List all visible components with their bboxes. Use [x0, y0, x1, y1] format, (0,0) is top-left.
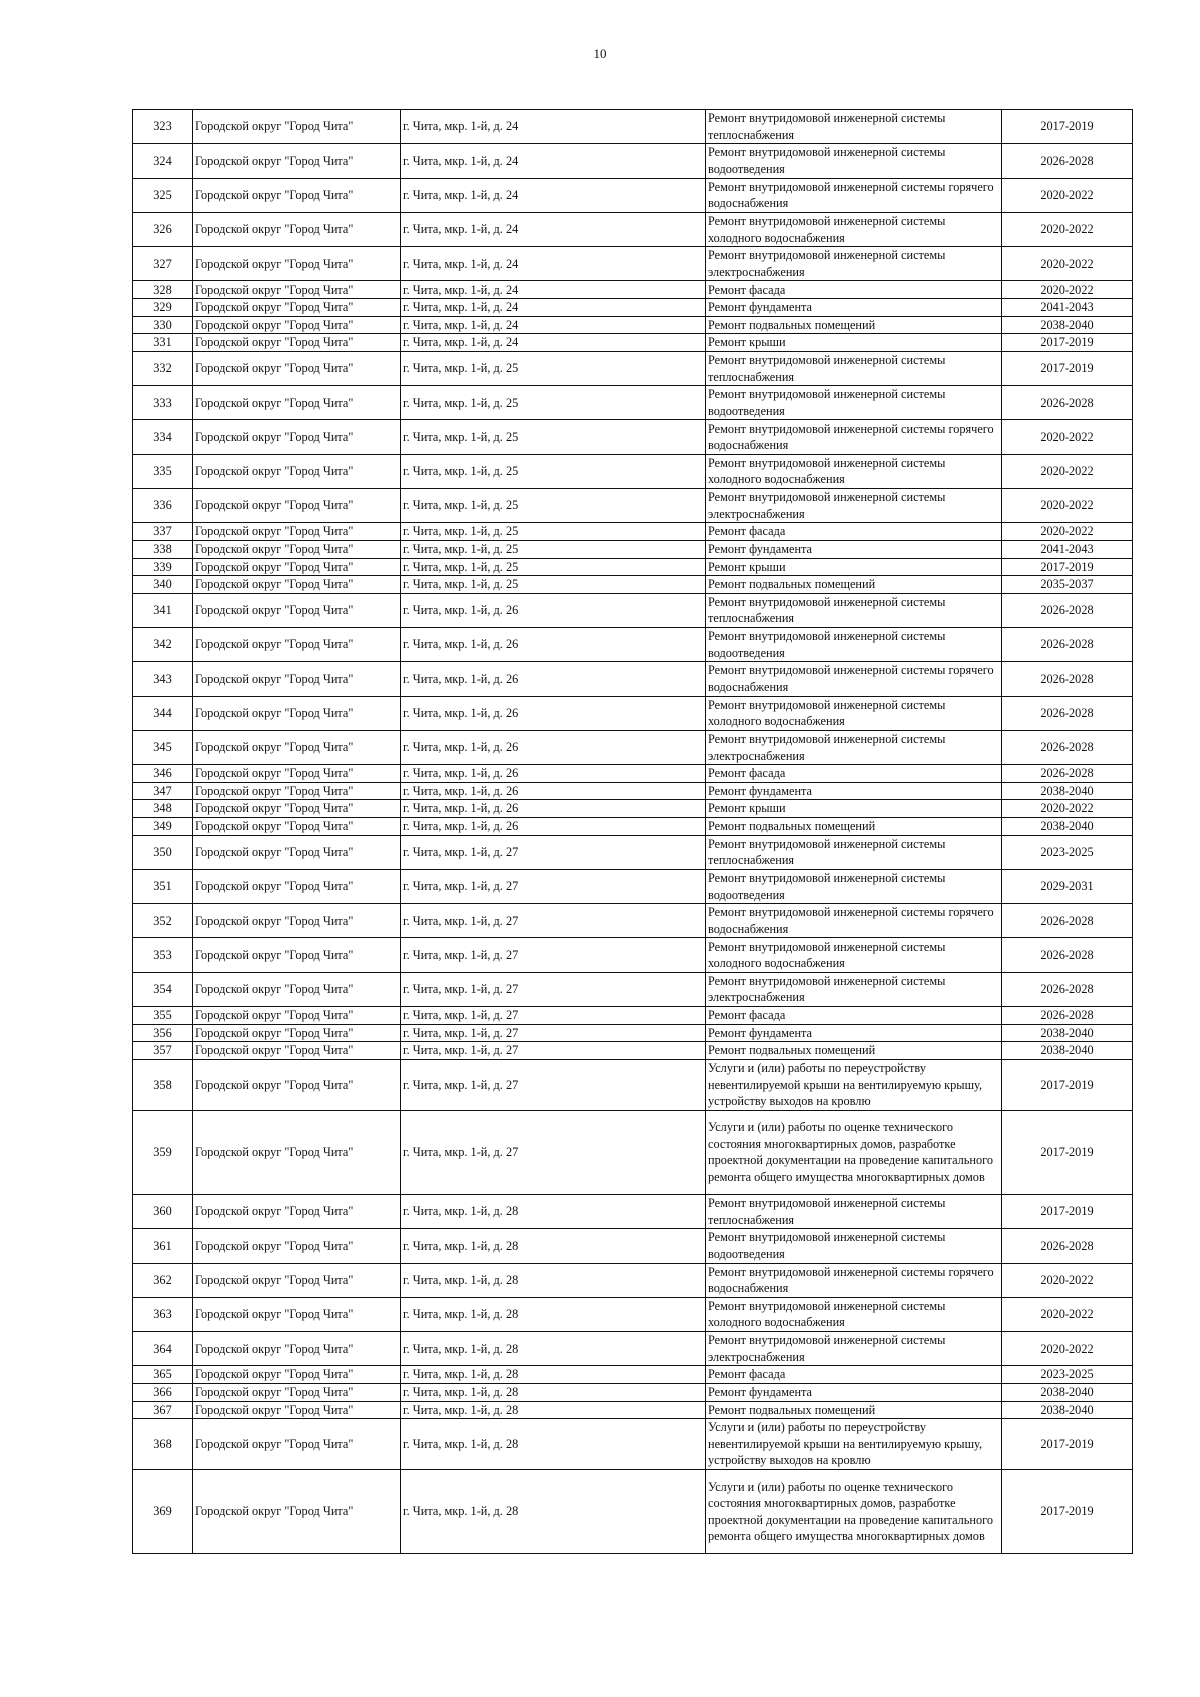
table-row — [133, 972, 1133, 1006]
municipality-cell: Городской округ "Город Чита" — [193, 1384, 401, 1402]
work-type-cell: Ремонт внутридомовой инженерной системы водоотведения — [706, 869, 1002, 903]
row-number-cell: 357 — [133, 1042, 193, 1060]
municipality-cell: Городской округ "Город Чита" — [193, 800, 401, 818]
period-cell: 2020-2022 — [1002, 1263, 1133, 1297]
municipality-cell: Городской округ "Город Чита" — [193, 1470, 401, 1554]
work-type-cell: Ремонт внутридомовой инженерной системы горячего водоснабжения — [706, 178, 1002, 212]
work-type-cell: Ремонт внутридомовой инженерной системы горячего водоснабжения — [706, 420, 1002, 454]
period-cell: 2017-2019 — [1002, 110, 1133, 144]
row-number-cell: 358 — [133, 1059, 193, 1110]
table-row — [133, 1024, 1133, 1042]
address-cell: г. Чита, мкр. 1-й, д. 27 — [401, 1024, 706, 1042]
work-type-cell: Ремонт внутридомовой инженерной системы теплоснабжения — [706, 835, 1002, 869]
period-cell: 2020-2022 — [1002, 800, 1133, 818]
municipality-cell: Городской округ "Город Чита" — [193, 386, 401, 420]
address-cell: г. Чита, мкр. 1-й, д. 26 — [401, 696, 706, 730]
period-cell: 2038-2040 — [1002, 1401, 1133, 1419]
table-row — [133, 1110, 1133, 1194]
table-row — [133, 178, 1133, 212]
municipality-cell: Городской округ "Город Чита" — [193, 1024, 401, 1042]
municipality-cell: Городской округ "Город Чита" — [193, 730, 401, 764]
work-type-cell: Ремонт фундамента — [706, 1384, 1002, 1402]
municipality-cell: Городской округ "Город Чита" — [193, 299, 401, 317]
address-cell: г. Чита, мкр. 1-й, д. 24 — [401, 144, 706, 178]
period-cell: 2035-2037 — [1002, 576, 1133, 594]
row-number-cell: 364 — [133, 1332, 193, 1366]
address-cell: г. Чита, мкр. 1-й, д. 24 — [401, 212, 706, 246]
municipality-cell: Городской округ "Город Чита" — [193, 1419, 401, 1470]
table-row — [133, 523, 1133, 541]
address-cell: г. Чита, мкр. 1-й, д. 28 — [401, 1470, 706, 1554]
table-row — [133, 558, 1133, 576]
address-cell: г. Чита, мкр. 1-й, д. 26 — [401, 782, 706, 800]
municipality-cell: Городской округ "Город Чита" — [193, 1007, 401, 1025]
row-number-cell: 330 — [133, 316, 193, 334]
table-row — [133, 765, 1133, 783]
work-type-cell: Ремонт внутридомовой инженерной системы водоотведения — [706, 386, 1002, 420]
municipality-cell: Городской округ "Город Чита" — [193, 904, 401, 938]
period-cell: 2020-2022 — [1002, 1332, 1133, 1366]
period-cell: 2023-2025 — [1002, 835, 1133, 869]
municipality-cell: Городской округ "Город Чита" — [193, 316, 401, 334]
work-type-cell: Ремонт фасада — [706, 281, 1002, 299]
period-cell: 2020-2022 — [1002, 420, 1133, 454]
address-cell: г. Чита, мкр. 1-й, д. 27 — [401, 1059, 706, 1110]
period-cell: 2020-2022 — [1002, 523, 1133, 541]
period-cell: 2038-2040 — [1002, 1384, 1133, 1402]
work-type-cell: Ремонт внутридомовой инженерной системы холодного водоснабжения — [706, 1297, 1002, 1331]
municipality-cell: Городской округ "Город Чита" — [193, 593, 401, 627]
address-cell: г. Чита, мкр. 1-й, д. 27 — [401, 835, 706, 869]
table-row — [133, 281, 1133, 299]
row-number-cell: 327 — [133, 247, 193, 281]
address-cell: г. Чита, мкр. 1-й, д. 25 — [401, 454, 706, 488]
municipality-cell: Городской округ "Город Чита" — [193, 972, 401, 1006]
municipality-cell: Городской округ "Город Чита" — [193, 558, 401, 576]
period-cell: 2017-2019 — [1002, 1110, 1133, 1194]
address-cell: г. Чита, мкр. 1-й, д. 27 — [401, 938, 706, 972]
address-cell: г. Чита, мкр. 1-й, д. 24 — [401, 281, 706, 299]
address-cell: г. Чита, мкр. 1-й, д. 28 — [401, 1366, 706, 1384]
address-cell: г. Чита, мкр. 1-й, д. 26 — [401, 593, 706, 627]
period-cell: 2026-2028 — [1002, 386, 1133, 420]
row-number-cell: 337 — [133, 523, 193, 541]
period-cell: 2020-2022 — [1002, 247, 1133, 281]
period-cell: 2026-2028 — [1002, 662, 1133, 696]
repair-schedule-table — [132, 109, 1133, 1554]
work-type-cell: Ремонт фундамента — [706, 782, 1002, 800]
period-cell: 2038-2040 — [1002, 782, 1133, 800]
address-cell: г. Чита, мкр. 1-й, д. 28 — [401, 1332, 706, 1366]
period-cell: 2017-2019 — [1002, 334, 1133, 352]
period-cell: 2041-2043 — [1002, 540, 1133, 558]
period-cell: 2020-2022 — [1002, 212, 1133, 246]
address-cell: г. Чита, мкр. 1-й, д. 27 — [401, 869, 706, 903]
address-cell: г. Чита, мкр. 1-й, д. 25 — [401, 540, 706, 558]
row-number-cell: 339 — [133, 558, 193, 576]
table-row — [133, 576, 1133, 594]
municipality-cell: Городской округ "Город Чита" — [193, 1263, 401, 1297]
row-number-cell: 363 — [133, 1297, 193, 1331]
work-type-cell: Ремонт внутридомовой инженерной системы горячего водоснабжения — [706, 662, 1002, 696]
work-type-cell: Ремонт внутридомовой инженерной системы холодного водоснабжения — [706, 938, 1002, 972]
table-row — [133, 1419, 1133, 1470]
address-cell: г. Чита, мкр. 1-й, д. 26 — [401, 662, 706, 696]
address-cell: г. Чита, мкр. 1-й, д. 24 — [401, 299, 706, 317]
municipality-cell: Городской округ "Город Чита" — [193, 782, 401, 800]
address-cell: г. Чита, мкр. 1-й, д. 26 — [401, 800, 706, 818]
work-type-cell: Услуги и (или) работы по оценке технического состояния многоквартирных домов, разработке проектной документации на проведение капитального ремонта общего имущества многоквартирных домов — [706, 1110, 1002, 1194]
period-cell: 2017-2019 — [1002, 1470, 1133, 1554]
work-type-cell: Ремонт фундамента — [706, 1024, 1002, 1042]
address-cell: г. Чита, мкр. 1-й, д. 28 — [401, 1401, 706, 1419]
table-row — [133, 1297, 1133, 1331]
row-number-cell: 325 — [133, 178, 193, 212]
table-row — [133, 1007, 1133, 1025]
table-row — [133, 1263, 1133, 1297]
period-cell: 2026-2028 — [1002, 972, 1133, 1006]
period-cell: 2026-2028 — [1002, 765, 1133, 783]
table-row — [133, 299, 1133, 317]
address-cell: г. Чита, мкр. 1-й, д. 27 — [401, 972, 706, 1006]
table-row — [133, 1384, 1133, 1402]
municipality-cell: Городской округ "Город Чита" — [193, 212, 401, 246]
table-row — [133, 628, 1133, 662]
municipality-cell: Городской округ "Город Чита" — [193, 1110, 401, 1194]
row-number-cell: 366 — [133, 1384, 193, 1402]
municipality-cell: Городской округ "Город Чита" — [193, 1366, 401, 1384]
work-type-cell: Ремонт фундамента — [706, 299, 1002, 317]
table-row — [133, 247, 1133, 281]
row-number-cell: 345 — [133, 730, 193, 764]
period-cell: 2017-2019 — [1002, 1194, 1133, 1228]
period-cell: 2017-2019 — [1002, 558, 1133, 576]
period-cell: 2038-2040 — [1002, 1024, 1133, 1042]
work-type-cell: Ремонт подвальных помещений — [706, 817, 1002, 835]
address-cell: г. Чита, мкр. 1-й, д. 27 — [401, 1110, 706, 1194]
row-number-cell: 340 — [133, 576, 193, 594]
work-type-cell: Ремонт фасада — [706, 1007, 1002, 1025]
period-cell: 2026-2028 — [1002, 904, 1133, 938]
table-row — [133, 1194, 1133, 1228]
work-type-cell: Ремонт крыши — [706, 800, 1002, 818]
address-cell: г. Чита, мкр. 1-й, д. 26 — [401, 765, 706, 783]
row-number-cell: 359 — [133, 1110, 193, 1194]
row-number-cell: 323 — [133, 110, 193, 144]
row-number-cell: 333 — [133, 386, 193, 420]
address-cell: г. Чита, мкр. 1-й, д. 25 — [401, 386, 706, 420]
table-row — [133, 904, 1133, 938]
work-type-cell: Ремонт внутридомовой инженерной системы водоотведения — [706, 628, 1002, 662]
period-cell: 2017-2019 — [1002, 351, 1133, 385]
table-row — [133, 938, 1133, 972]
row-number-cell: 324 — [133, 144, 193, 178]
row-number-cell: 348 — [133, 800, 193, 818]
row-number-cell: 356 — [133, 1024, 193, 1042]
municipality-cell: Городской округ "Город Чита" — [193, 489, 401, 523]
municipality-cell: Городской округ "Город Чита" — [193, 817, 401, 835]
municipality-cell: Городской округ "Город Чита" — [193, 1194, 401, 1228]
municipality-cell: Городской округ "Город Чита" — [193, 662, 401, 696]
table-row — [133, 454, 1133, 488]
municipality-cell: Городской округ "Город Чита" — [193, 1042, 401, 1060]
table-row — [133, 1366, 1133, 1384]
period-cell: 2017-2019 — [1002, 1059, 1133, 1110]
municipality-cell: Городской округ "Город Чита" — [193, 540, 401, 558]
address-cell: г. Чита, мкр. 1-й, д. 28 — [401, 1229, 706, 1263]
municipality-cell: Городской округ "Город Чита" — [193, 110, 401, 144]
table-row — [133, 420, 1133, 454]
row-number-cell: 368 — [133, 1419, 193, 1470]
work-type-cell: Ремонт внутридомовой инженерной системы теплоснабжения — [706, 593, 1002, 627]
address-cell: г. Чита, мкр. 1-й, д. 25 — [401, 523, 706, 541]
row-number-cell: 329 — [133, 299, 193, 317]
municipality-cell: Городской округ "Город Чита" — [193, 938, 401, 972]
row-number-cell: 341 — [133, 593, 193, 627]
work-type-cell: Ремонт подвальных помещений — [706, 1401, 1002, 1419]
row-number-cell: 362 — [133, 1263, 193, 1297]
row-number-cell: 351 — [133, 869, 193, 903]
row-number-cell: 361 — [133, 1229, 193, 1263]
work-type-cell: Ремонт крыши — [706, 334, 1002, 352]
period-cell: 2026-2028 — [1002, 1007, 1133, 1025]
table-row — [133, 782, 1133, 800]
municipality-cell: Городской округ "Город Чита" — [193, 1059, 401, 1110]
period-cell: 2029-2031 — [1002, 869, 1133, 903]
row-number-cell: 352 — [133, 904, 193, 938]
row-number-cell: 338 — [133, 540, 193, 558]
table-row — [133, 351, 1133, 385]
municipality-cell: Городской округ "Город Чита" — [193, 281, 401, 299]
municipality-cell: Городской округ "Город Чита" — [193, 523, 401, 541]
address-cell: г. Чита, мкр. 1-й, д. 28 — [401, 1419, 706, 1470]
row-number-cell: 332 — [133, 351, 193, 385]
work-type-cell: Ремонт подвальных помещений — [706, 1042, 1002, 1060]
row-number-cell: 367 — [133, 1401, 193, 1419]
work-type-cell: Ремонт внутридомовой инженерной системы водоотведения — [706, 1229, 1002, 1263]
address-cell: г. Чита, мкр. 1-й, д. 24 — [401, 316, 706, 334]
table-row — [133, 334, 1133, 352]
address-cell: г. Чита, мкр. 1-й, д. 27 — [401, 904, 706, 938]
row-number-cell: 360 — [133, 1194, 193, 1228]
row-number-cell: 369 — [133, 1470, 193, 1554]
work-type-cell: Ремонт подвальных помещений — [706, 316, 1002, 334]
period-cell: 2038-2040 — [1002, 1042, 1133, 1060]
work-type-cell: Ремонт подвальных помещений — [706, 576, 1002, 594]
municipality-cell: Городской округ "Город Чита" — [193, 628, 401, 662]
municipality-cell: Городской округ "Город Чита" — [193, 869, 401, 903]
address-cell: г. Чита, мкр. 1-й, д. 24 — [401, 110, 706, 144]
work-type-cell: Услуги и (или) работы по переустройству невентилируемой крыши на вентилируемую крышу, устройству выходов на кровлю — [706, 1059, 1002, 1110]
work-type-cell: Ремонт внутридомовой инженерной системы электроснабжения — [706, 1332, 1002, 1366]
row-number-cell: 350 — [133, 835, 193, 869]
page-number: 10 — [593, 46, 607, 61]
municipality-cell: Городской округ "Город Чита" — [193, 454, 401, 488]
municipality-cell: Городской округ "Город Чита" — [193, 420, 401, 454]
row-number-cell: 343 — [133, 662, 193, 696]
table-row — [133, 593, 1133, 627]
period-cell: 2041-2043 — [1002, 299, 1133, 317]
period-cell: 2020-2022 — [1002, 178, 1133, 212]
period-cell: 2026-2028 — [1002, 938, 1133, 972]
table-row — [133, 1401, 1133, 1419]
period-cell: 2026-2028 — [1002, 628, 1133, 662]
row-number-cell: 354 — [133, 972, 193, 1006]
address-cell: г. Чита, мкр. 1-й, д. 25 — [401, 351, 706, 385]
row-number-cell: 326 — [133, 212, 193, 246]
work-type-cell: Ремонт внутридомовой инженерной системы теплоснабжения — [706, 110, 1002, 144]
address-cell: г. Чита, мкр. 1-й, д. 27 — [401, 1042, 706, 1060]
period-cell: 2026-2028 — [1002, 144, 1133, 178]
period-cell: 2023-2025 — [1002, 1366, 1133, 1384]
address-cell: г. Чита, мкр. 1-й, д. 26 — [401, 817, 706, 835]
period-cell: 2038-2040 — [1002, 817, 1133, 835]
row-number-cell: 335 — [133, 454, 193, 488]
row-number-cell: 349 — [133, 817, 193, 835]
table-row — [133, 1470, 1133, 1554]
address-cell: г. Чита, мкр. 1-й, д. 26 — [401, 628, 706, 662]
work-type-cell: Ремонт внутридомовой инженерной системы холодного водоснабжения — [706, 212, 1002, 246]
table-row — [133, 662, 1133, 696]
work-type-cell: Ремонт внутридомовой инженерной системы электроснабжения — [706, 972, 1002, 1006]
period-cell: 2017-2019 — [1002, 1419, 1133, 1470]
work-type-cell: Ремонт крыши — [706, 558, 1002, 576]
municipality-cell: Городской округ "Город Чита" — [193, 765, 401, 783]
municipality-cell: Городской округ "Город Чита" — [193, 835, 401, 869]
table-row — [133, 212, 1133, 246]
table-row — [133, 800, 1133, 818]
work-type-cell: Ремонт фасада — [706, 523, 1002, 541]
row-number-cell: 355 — [133, 1007, 193, 1025]
municipality-cell: Городской округ "Город Чита" — [193, 351, 401, 385]
row-number-cell: 334 — [133, 420, 193, 454]
address-cell: г. Чита, мкр. 1-й, д. 27 — [401, 1007, 706, 1025]
row-number-cell: 336 — [133, 489, 193, 523]
address-cell: г. Чита, мкр. 1-й, д. 28 — [401, 1297, 706, 1331]
period-cell: 2026-2028 — [1002, 730, 1133, 764]
work-type-cell: Ремонт внутридомовой инженерной системы электроснабжения — [706, 247, 1002, 281]
table-row — [133, 1059, 1133, 1110]
work-type-cell: Услуги и (или) работы по оценке технического состояния многоквартирных домов, разработке проектной документации на проведение капитального ремонта общего имущества многоквартирных домов — [706, 1470, 1002, 1554]
period-cell: 2038-2040 — [1002, 316, 1133, 334]
period-cell: 2026-2028 — [1002, 696, 1133, 730]
address-cell: г. Чита, мкр. 1-й, д. 25 — [401, 576, 706, 594]
table-row — [133, 1332, 1133, 1366]
address-cell: г. Чита, мкр. 1-й, д. 24 — [401, 334, 706, 352]
work-type-cell: Ремонт фундамента — [706, 540, 1002, 558]
work-type-cell: Ремонт внутридомовой инженерной системы горячего водоснабжения — [706, 904, 1002, 938]
table-body — [133, 110, 1133, 1554]
row-number-cell: 342 — [133, 628, 193, 662]
work-type-cell: Ремонт внутридомовой инженерной системы электроснабжения — [706, 730, 1002, 764]
table-row — [133, 1042, 1133, 1060]
municipality-cell: Городской округ "Город Чита" — [193, 1229, 401, 1263]
period-cell: 2026-2028 — [1002, 593, 1133, 627]
address-cell: г. Чита, мкр. 1-й, д. 28 — [401, 1194, 706, 1228]
municipality-cell: Городской округ "Город Чита" — [193, 1297, 401, 1331]
address-cell: г. Чита, мкр. 1-й, д. 26 — [401, 730, 706, 764]
table-row — [133, 110, 1133, 144]
municipality-cell: Городской округ "Город Чита" — [193, 1401, 401, 1419]
row-number-cell: 353 — [133, 938, 193, 972]
period-cell: 2020-2022 — [1002, 281, 1133, 299]
work-type-cell: Ремонт фасада — [706, 1366, 1002, 1384]
municipality-cell: Городской округ "Город Чита" — [193, 144, 401, 178]
work-type-cell: Услуги и (или) работы по переустройству невентилируемой крыши на вентилируемую крышу, устройству выходов на кровлю — [706, 1419, 1002, 1470]
address-cell: г. Чита, мкр. 1-й, д. 25 — [401, 558, 706, 576]
table-row — [133, 540, 1133, 558]
table-row — [133, 835, 1133, 869]
table-row — [133, 386, 1133, 420]
work-type-cell: Ремонт внутридомовой инженерной системы теплоснабжения — [706, 1194, 1002, 1228]
work-type-cell: Ремонт внутридомовой инженерной системы холодного водоснабжения — [706, 696, 1002, 730]
row-number-cell: 346 — [133, 765, 193, 783]
address-cell: г. Чита, мкр. 1-й, д. 25 — [401, 489, 706, 523]
row-number-cell: 344 — [133, 696, 193, 730]
municipality-cell: Городской округ "Город Чита" — [193, 247, 401, 281]
address-cell: г. Чита, мкр. 1-й, д. 25 — [401, 420, 706, 454]
row-number-cell: 328 — [133, 281, 193, 299]
address-cell: г. Чита, мкр. 1-й, д. 24 — [401, 247, 706, 281]
table-row — [133, 489, 1133, 523]
municipality-cell: Городской округ "Город Чита" — [193, 178, 401, 212]
work-type-cell: Ремонт внутридомовой инженерной системы электроснабжения — [706, 489, 1002, 523]
period-cell: 2026-2028 — [1002, 1229, 1133, 1263]
table-row — [133, 316, 1133, 334]
municipality-cell: Городской округ "Город Чита" — [193, 696, 401, 730]
address-cell: г. Чита, мкр. 1-й, д. 28 — [401, 1263, 706, 1297]
work-type-cell: Ремонт внутридомовой инженерной системы теплоснабжения — [706, 351, 1002, 385]
address-cell: г. Чита, мкр. 1-й, д. 24 — [401, 178, 706, 212]
table-row — [133, 144, 1133, 178]
period-cell: 2020-2022 — [1002, 454, 1133, 488]
table-row — [133, 1229, 1133, 1263]
period-cell: 2020-2022 — [1002, 489, 1133, 523]
table-row — [133, 696, 1133, 730]
table-row — [133, 869, 1133, 903]
table-row — [133, 730, 1133, 764]
work-type-cell: Ремонт внутридомовой инженерной системы горячего водоснабжения — [706, 1263, 1002, 1297]
row-number-cell: 331 — [133, 334, 193, 352]
table-row — [133, 817, 1133, 835]
municipality-cell: Городской округ "Город Чита" — [193, 1332, 401, 1366]
address-cell: г. Чита, мкр. 1-й, д. 28 — [401, 1384, 706, 1402]
work-type-cell: Ремонт внутридомовой инженерной системы холодного водоснабжения — [706, 454, 1002, 488]
row-number-cell: 347 — [133, 782, 193, 800]
period-cell: 2020-2022 — [1002, 1297, 1133, 1331]
municipality-cell: Городской округ "Город Чита" — [193, 334, 401, 352]
municipality-cell: Городской округ "Город Чита" — [193, 576, 401, 594]
work-type-cell: Ремонт внутридомовой инженерной системы водоотведения — [706, 144, 1002, 178]
work-type-cell: Ремонт фасада — [706, 765, 1002, 783]
row-number-cell: 365 — [133, 1366, 193, 1384]
